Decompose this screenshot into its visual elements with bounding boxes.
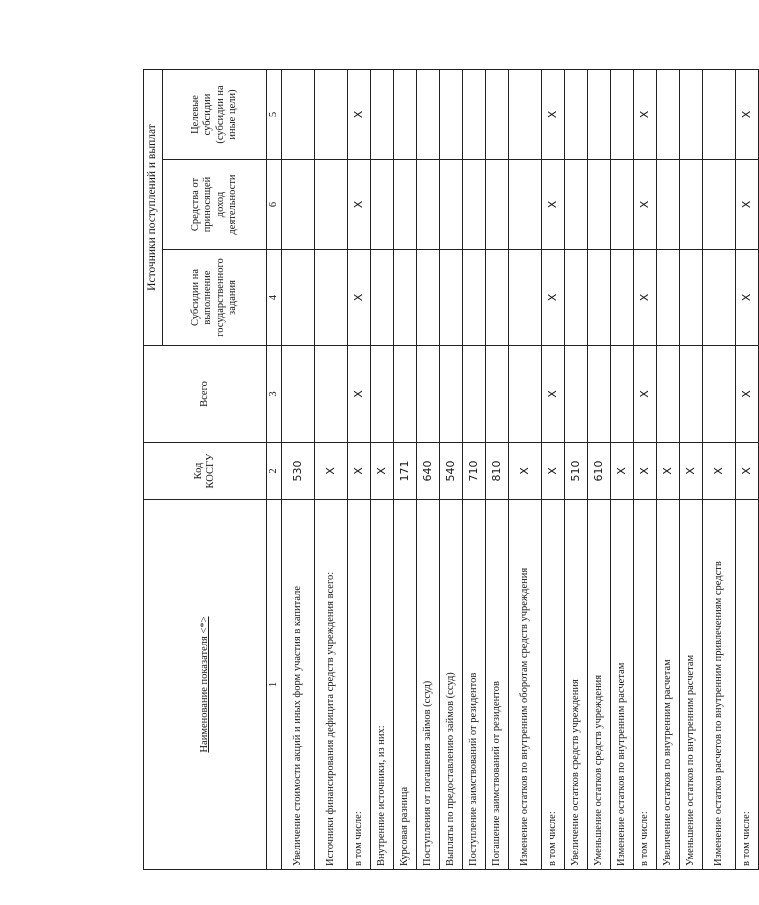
- row-target-cell: X: [542, 70, 565, 160]
- row-income-cell: [588, 160, 611, 250]
- row-subsidy-cell: [417, 250, 440, 346]
- row-vsego-cell: [371, 346, 394, 443]
- row-target-cell: [588, 70, 611, 160]
- row-income-cell: [657, 160, 680, 250]
- row-vsego-cell: X: [542, 346, 565, 443]
- table-row: [565, 70, 588, 870]
- row-vsego-cell: [657, 346, 680, 443]
- row-subsidy-cell: [657, 250, 680, 346]
- row-subsidy-cell: X: [542, 250, 565, 346]
- row-target-cell: [680, 70, 703, 160]
- table-row: [440, 70, 463, 870]
- kod-column-header: Код КОСГУ: [144, 443, 267, 500]
- row-vsego-cell: [282, 346, 315, 443]
- row-subsidy-cell: [611, 250, 634, 346]
- table-row: [657, 70, 680, 870]
- row-vsego-cell: [611, 346, 634, 443]
- table-row: [394, 70, 417, 870]
- table-row: [736, 70, 759, 870]
- row-kod-cell: 510: [565, 443, 588, 500]
- row-kod-cell: X: [657, 443, 680, 500]
- row-vsego-cell: [703, 346, 736, 443]
- row-income-cell: [440, 160, 463, 250]
- table-row: [348, 70, 371, 870]
- row-kod-cell: 540: [440, 443, 463, 500]
- row-kod-cell: X: [371, 443, 394, 500]
- table-row: [680, 70, 703, 870]
- row-income-cell: [703, 160, 736, 250]
- row-kod-cell: 710: [463, 443, 486, 500]
- row-subsidy-cell: X: [634, 250, 657, 346]
- row-name-cell: в том числе:: [348, 500, 371, 870]
- row-name-cell: Увеличение стоимости акций и иных форм участия в капитале: [282, 500, 315, 870]
- row-subsidy-cell: [394, 250, 417, 346]
- row-target-cell: X: [634, 70, 657, 160]
- row-kod-cell: X: [509, 443, 542, 500]
- row-subsidy-cell: [282, 250, 315, 346]
- row-target-cell: [703, 70, 736, 160]
- row-target-cell: [371, 70, 394, 160]
- row-kod-cell: X: [703, 443, 736, 500]
- row-subsidy-cell: [703, 250, 736, 346]
- table-row: [463, 70, 486, 870]
- row-vsego-cell: [315, 346, 348, 443]
- row-income-cell: [680, 160, 703, 250]
- row-name-cell: в том числе:: [542, 500, 565, 870]
- row-name-cell: Уменьшение остатков средств учреждения: [588, 500, 611, 870]
- row-income-cell: [315, 160, 348, 250]
- row-target-cell: X: [348, 70, 371, 160]
- table-row: [282, 70, 315, 870]
- row-vsego-cell: [486, 346, 509, 443]
- row-kod-cell: 640: [417, 443, 440, 500]
- row-income-cell: [371, 160, 394, 250]
- rotated-table-sheet: [143, 70, 753, 870]
- row-kod-cell: 171: [394, 443, 417, 500]
- row-vsego-cell: [394, 346, 417, 443]
- row-target-cell: [565, 70, 588, 160]
- row-name-cell: Внутренние источники, из них:: [371, 500, 394, 870]
- table-row: [634, 70, 657, 870]
- row-target-cell: [611, 70, 634, 160]
- col-number: 6: [267, 160, 282, 250]
- col-number: 2: [267, 443, 282, 500]
- row-name-cell: Поступление заимствований от резидентов: [463, 500, 486, 870]
- col-number: 4: [267, 250, 282, 346]
- row-target-cell: [315, 70, 348, 160]
- row-income-cell: X: [542, 160, 565, 250]
- row-income-cell: [282, 160, 315, 250]
- row-target-cell: [394, 70, 417, 160]
- row-subsidy-cell: [371, 250, 394, 346]
- col-number: 1: [267, 500, 282, 870]
- row-name-cell: Поступления от погашения займов (ссуд): [417, 500, 440, 870]
- row-vsego-cell: [509, 346, 542, 443]
- row-income-cell: [486, 160, 509, 250]
- row-name-cell: Изменение остатков по внутренним расчетам: [611, 500, 634, 870]
- row-name-cell: Погашение заимствований от резидентов: [486, 500, 509, 870]
- row-income-cell: [509, 160, 542, 250]
- table-row: [486, 70, 509, 870]
- table-row: [588, 70, 611, 870]
- row-vsego-cell: [440, 346, 463, 443]
- row-subsidy-cell: [486, 250, 509, 346]
- row-name-cell: Источники финансирования дефицита средств учреждения всего:: [315, 500, 348, 870]
- income-activity-header: Средства от приносящей доход деятельности: [163, 160, 267, 250]
- col-number: 5: [267, 70, 282, 160]
- table-row: [611, 70, 634, 870]
- row-income-cell: [417, 160, 440, 250]
- row-name-cell: Изменение остатков по внутренним оборотам средств учреждения: [509, 500, 542, 870]
- row-subsidy-cell: [680, 250, 703, 346]
- row-income-cell: X: [736, 160, 759, 250]
- subsidy-state-task-header: Субсидии на выполнение государственного задания: [163, 250, 267, 346]
- row-subsidy-cell: [463, 250, 486, 346]
- row-kod-cell: X: [348, 443, 371, 500]
- row-subsidy-cell: [565, 250, 588, 346]
- row-name-cell: Выплаты по предоставлению займов (ссуд): [440, 500, 463, 870]
- row-vsego-cell: [680, 346, 703, 443]
- row-name-cell: в том числе:: [736, 500, 759, 870]
- row-vsego-cell: [463, 346, 486, 443]
- row-name-cell: в том числе:: [634, 500, 657, 870]
- row-target-cell: [657, 70, 680, 160]
- table-row: [542, 70, 565, 870]
- table-row: [509, 70, 542, 870]
- col-number: 3: [267, 346, 282, 443]
- row-vsego-cell: X: [634, 346, 657, 443]
- table-row: [703, 70, 736, 870]
- row-kod-cell: X: [315, 443, 348, 500]
- row-kod-cell: X: [542, 443, 565, 500]
- row-kod-cell: X: [611, 443, 634, 500]
- vsego-column-header: Всего: [144, 346, 267, 443]
- row-subsidy-cell: [440, 250, 463, 346]
- table-body: [282, 70, 759, 870]
- row-vsego-cell: [588, 346, 611, 443]
- row-kod-cell: 530: [282, 443, 315, 500]
- row-subsidy-cell: [509, 250, 542, 346]
- row-vsego-cell: X: [736, 346, 759, 443]
- row-target-cell: [282, 70, 315, 160]
- row-income-cell: [463, 160, 486, 250]
- row-name-cell: Изменение остатков расчетов по внутренним привлечениям средств: [703, 500, 736, 870]
- row-name-cell: Увеличение остатков по внутренним расчетам: [657, 500, 680, 870]
- row-subsidy-cell: X: [348, 250, 371, 346]
- row-income-cell: [565, 160, 588, 250]
- row-subsidy-cell: [588, 250, 611, 346]
- table-row: [315, 70, 348, 870]
- row-target-cell: X: [736, 70, 759, 160]
- row-subsidy-cell: X: [736, 250, 759, 346]
- row-target-cell: [509, 70, 542, 160]
- name-column-header: Наименование показателя <*>: [144, 500, 267, 870]
- column-number-row: [267, 70, 282, 870]
- row-name-cell: Уменьшение остатков по внутренним расчетам: [680, 500, 703, 870]
- row-kod-cell: X: [736, 443, 759, 500]
- row-name-cell: Курсовая разница: [394, 500, 417, 870]
- table-row: [371, 70, 394, 870]
- row-target-cell: [440, 70, 463, 160]
- row-income-cell: [394, 160, 417, 250]
- row-kod-cell: X: [680, 443, 703, 500]
- row-kod-cell: 810: [486, 443, 509, 500]
- row-kod-cell: X: [634, 443, 657, 500]
- table-row: [417, 70, 440, 870]
- row-kod-cell: 610: [588, 443, 611, 500]
- row-vsego-cell: [565, 346, 588, 443]
- row-income-cell: X: [634, 160, 657, 250]
- target-subsidy-header: Целевые субсидии (субсидии на иные цели): [163, 70, 267, 160]
- row-target-cell: [417, 70, 440, 160]
- row-income-cell: [611, 160, 634, 250]
- row-name-cell: Увеличение остатков средств учреждения: [565, 500, 588, 870]
- row-vsego-cell: [417, 346, 440, 443]
- group-header: Источники поступлений и выплат: [144, 70, 163, 346]
- row-subsidy-cell: [315, 250, 348, 346]
- row-target-cell: [463, 70, 486, 160]
- row-vsego-cell: X: [348, 346, 371, 443]
- header-row-1: [144, 70, 163, 870]
- sources-table: [143, 69, 759, 870]
- row-income-cell: X: [348, 160, 371, 250]
- row-target-cell: [486, 70, 509, 160]
